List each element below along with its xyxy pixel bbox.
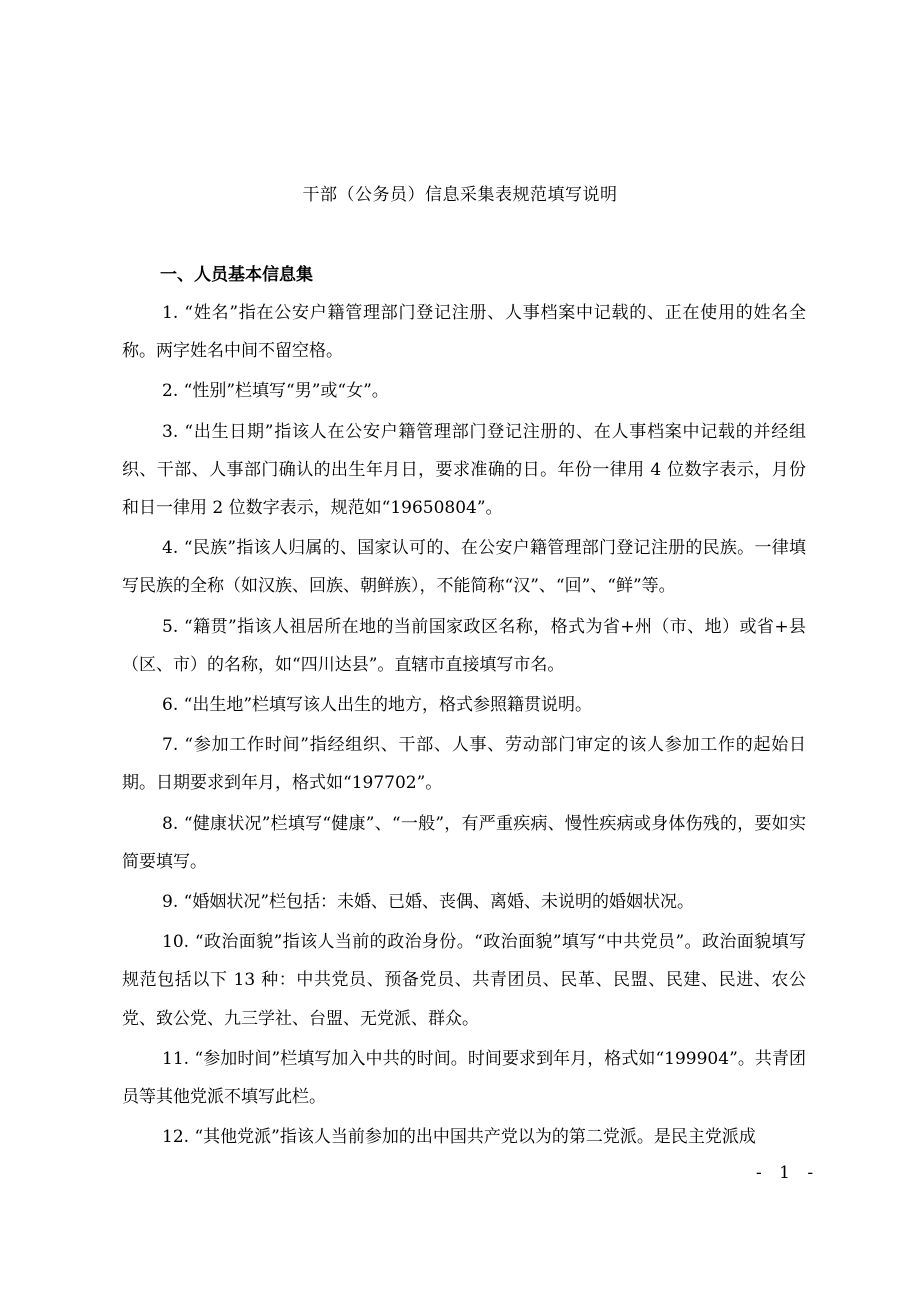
paragraph-5: 5. “籍贯”指该人祖居所在地的当前国家政区名称，格式为省+州（市、地）或省+县（区、市）的名称，如“四川达县”。直辖市直接填写市名。 xyxy=(122,616,806,675)
paragraph-12: 12. “其他党派”指该人当前参加的出中国共产党以为的第二党派。是民主党派成 xyxy=(162,1127,756,1148)
paragraph-4: 4. “民族”指该人归属的、国家认可的、在公安户籍管理部门登记注册的民族。一律填写民族的全称（如汉族、回族、朝鲜族），不能简称“汉”、“回”、“鲜”等。 xyxy=(122,538,806,597)
paragraph-9: 9. “婚姻状况”栏包括：未婚、已婚、丧偶、离婚、未说明的婚姻状况。 xyxy=(162,892,695,913)
page-number: - 1 - xyxy=(756,1163,820,1183)
paragraph-3: 3. “出生日期”指该人在公安户籍管理部门登记注册的、在人事档案中记载的并经组织、干部、人事部门确认的出生年月日，要求准确的日。年份一律用 4 位数字表示，月份和日一律用 2 位数字表示，规范如“19650804”。 xyxy=(122,421,806,519)
document-body xyxy=(122,294,806,1158)
section-heading: 一、人员基本信息集 xyxy=(160,265,313,285)
paragraph-10: 10. “政治面貌”指该人当前的政治身份。“政治面貌”填写“中共党员”。政治面貌填写规范包括以下 13 种：中共党员、预备党员、共青团员、民革、民盟、民建、民进、农公党、致公党、九三学社、台盟、无党派、群众。 xyxy=(122,932,806,1029)
paragraph-11: 11. “参加时间”栏填写加入中共的时间。时间要求到年月，格式如“199904”。共青团员等其他党派不填写此栏。 xyxy=(122,1048,806,1108)
document-title: 干部（公务员）信息采集表规范填写说明 xyxy=(302,185,618,205)
paragraph-1: 1. “姓名”指在公安户籍管理部门登记注册、人事档案中记载的、正在使用的姓名全称。两字姓名中间不留空格。 xyxy=(122,303,806,362)
paragraph-7: 7. “参加工作时间”指经组织、干部、人事、劳动部门审定的该人参加工作的起始日期。日期要求到年月，格式如“197702”。 xyxy=(122,735,806,794)
paragraph-2: 2. “性别”栏填写“男”或“女”。 xyxy=(162,381,389,402)
paragraph-6: 6. “出生地”栏填写该人出生的地方，格式参照籍贯说明。 xyxy=(162,695,593,716)
paragraph-8: 8. “健康状况”栏填写“健康”、“一般”，有严重疾病、慢性疾病或身体伤残的，要如实简要填写。 xyxy=(122,813,806,872)
